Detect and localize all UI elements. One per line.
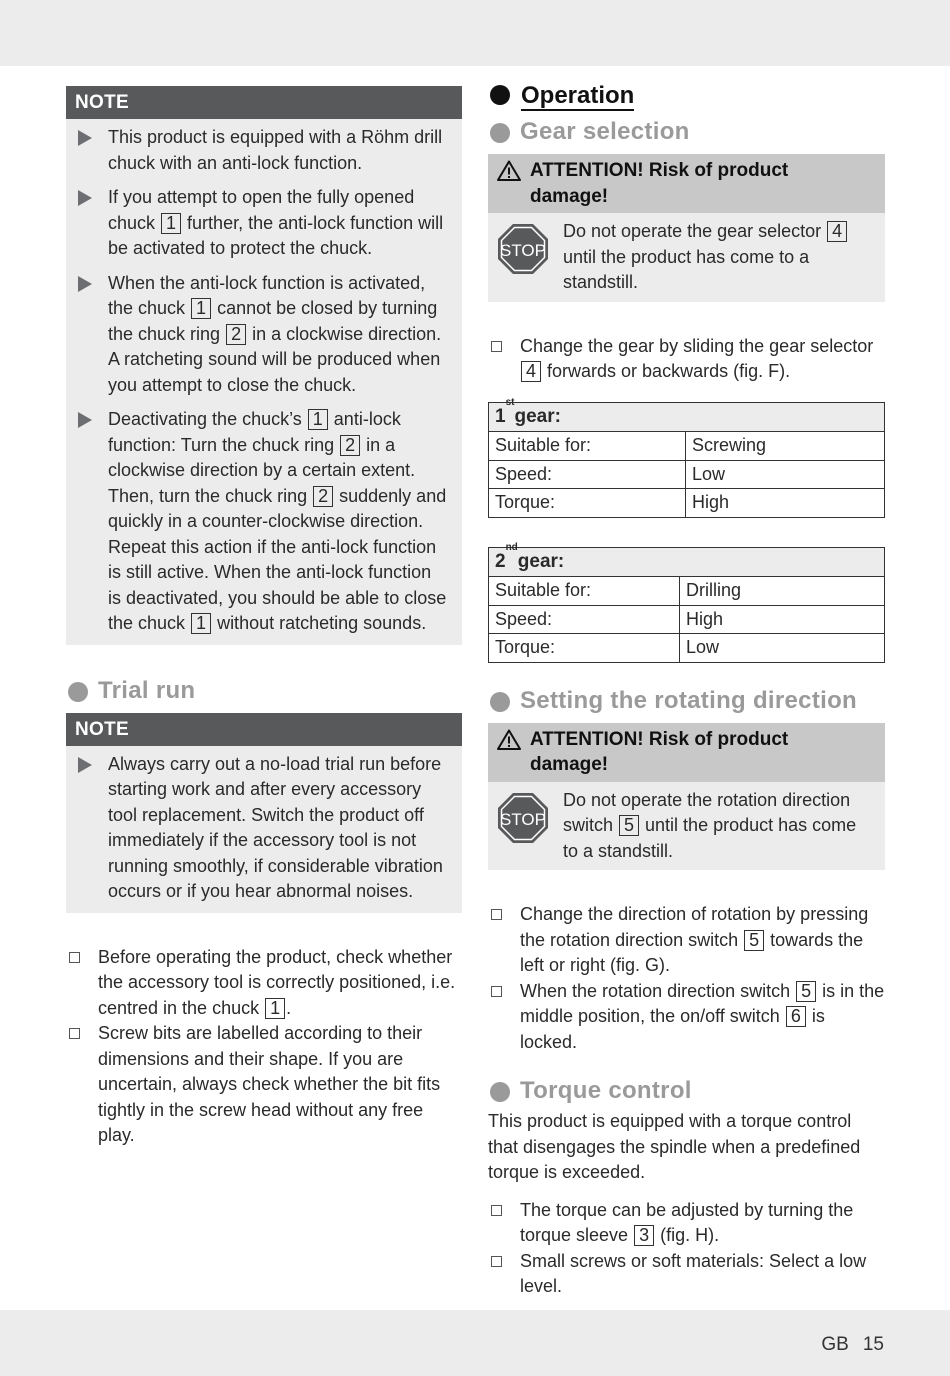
list-item bbox=[66, 1021, 462, 1149]
top-band bbox=[0, 0, 950, 66]
text-segment: without ratcheting sounds. bbox=[212, 613, 427, 633]
text-segment: in a clockwise direction by a certain extent. Then, turn the chuck ring bbox=[108, 434, 416, 506]
reference-number: 2 bbox=[313, 486, 333, 507]
warning-triangle-icon bbox=[497, 729, 521, 750]
reference-number: 4 bbox=[521, 361, 541, 382]
reference-number: 2 bbox=[340, 435, 360, 456]
text-segment: cannot be closed by turning the chuck ring bbox=[108, 298, 438, 344]
table-row: Speed: High bbox=[489, 605, 884, 634]
check-list bbox=[488, 334, 885, 385]
text-segment: Change the gear by sliding the gear selector bbox=[520, 335, 874, 356]
stop-sign-icon bbox=[497, 223, 549, 275]
check-list bbox=[66, 945, 462, 1149]
list-item bbox=[488, 979, 885, 1056]
text-segment: is in the middle position, the on/off switch bbox=[520, 980, 885, 1026]
text-segment: Always carry out a no-load trial run before starting work and after every accessory tool replacement. Switch the product off immediately if the accessory tool is not running smoothly, if considerable vibration occurs or if you hear abnormal noises. bbox=[108, 753, 443, 901]
page-number: 15 bbox=[862, 1334, 884, 1355]
torque-control-heading: Torque control bbox=[488, 1075, 885, 1107]
triangle-bullet-icon bbox=[78, 190, 92, 206]
table-row: Speed: Low bbox=[489, 460, 884, 489]
reference-number: 1 bbox=[161, 213, 181, 234]
reference-number: 1 bbox=[191, 613, 211, 634]
text-segment: When the anti-lock function is activated, the chuck bbox=[108, 272, 426, 318]
text-segment: until the product has come to a standstill. bbox=[563, 815, 857, 861]
text-segment: Change the direction of rotation by pressing the rotation direction switch bbox=[520, 904, 869, 950]
text-segment: until the product has come to a standstill. bbox=[563, 246, 810, 292]
note-item bbox=[76, 125, 448, 176]
note-item bbox=[76, 752, 448, 905]
operation-heading: Operation bbox=[488, 80, 885, 112]
circle-bullet-icon bbox=[490, 85, 510, 105]
checkbox-bullet-icon bbox=[491, 909, 502, 920]
text-segment: suddenly and quickly in a counter-clockwise direction. Repeat this action if the anti-lock function is still active. When the anti-lock function is deactivated, you should be able to close the chuck bbox=[108, 485, 447, 633]
list-item bbox=[488, 334, 885, 385]
note-heading: NOTE bbox=[66, 86, 462, 119]
reference-number: 5 bbox=[619, 815, 639, 836]
attention-box-rotation bbox=[488, 723, 885, 871]
svg-text:STOP: STOP bbox=[500, 241, 546, 260]
text-segment: Small screws or soft materials: Select a low level. bbox=[520, 1250, 867, 1296]
page-footer bbox=[821, 1332, 884, 1358]
attention-box-gear bbox=[488, 154, 885, 302]
table-header: 2 nd gear: bbox=[489, 548, 884, 577]
circle-bullet-icon bbox=[68, 682, 88, 702]
text-segment: (fig. H). bbox=[655, 1225, 720, 1245]
checkbox-bullet-icon bbox=[69, 1028, 80, 1039]
text-segment: forwards or backwards (fig. F). bbox=[542, 361, 791, 381]
reference-number: 1 bbox=[191, 298, 211, 319]
triangle-bullet-icon bbox=[78, 276, 92, 292]
checkbox-bullet-icon bbox=[491, 1256, 502, 1267]
reference-number: 2 bbox=[226, 324, 246, 345]
table-row: Torque: Low bbox=[489, 633, 884, 662]
text-segment: in a clockwise direction. A ratcheting sound will be produced when you attempt to close the chuck. bbox=[108, 323, 442, 395]
triangle-bullet-icon bbox=[78, 412, 92, 428]
right-column bbox=[488, 80, 885, 1300]
note-heading: NOTE bbox=[66, 713, 462, 746]
circle-bullet-icon bbox=[490, 692, 510, 712]
list-item bbox=[66, 945, 462, 1022]
text-segment: . bbox=[286, 997, 292, 1018]
gear-2-table bbox=[488, 541, 885, 663]
svg-text:STOP: STOP bbox=[500, 809, 546, 829]
reference-number: 4 bbox=[827, 221, 847, 242]
reference-number: 3 bbox=[634, 1225, 654, 1246]
note-item bbox=[76, 407, 448, 637]
list-item bbox=[488, 1249, 885, 1300]
check-list bbox=[488, 1198, 885, 1300]
gear-selection-heading: Gear selection bbox=[488, 116, 885, 148]
table-header: 1 st gear: bbox=[489, 403, 884, 432]
table-row: Suitable for: Drilling bbox=[489, 576, 884, 605]
list-item bbox=[488, 1198, 885, 1249]
text-segment: This product is equipped with a Röhm drill chuck with an anti-lock function. bbox=[108, 127, 443, 173]
text-segment: If you attempt to open the fully opened chuck bbox=[108, 187, 415, 233]
table-row: Torque: High bbox=[489, 488, 884, 517]
gear-1-table bbox=[488, 396, 885, 518]
torque-intro: This product is equipped with a torque control that disengages the spindle when a predefined torque is exceeded. bbox=[488, 1111, 861, 1182]
checkbox-bullet-icon bbox=[491, 1205, 502, 1216]
note-item bbox=[76, 271, 448, 399]
stop-sign-icon bbox=[497, 792, 549, 844]
table-row: Suitable for: Screwing bbox=[489, 431, 884, 460]
text-segment: Before operating the product, check whether the accessory tool is correctly positioned, i.e. centred in the chuck bbox=[98, 946, 456, 1018]
reference-number: 1 bbox=[265, 998, 285, 1019]
left-column bbox=[66, 86, 462, 1149]
checkbox-bullet-icon bbox=[491, 986, 502, 997]
checkbox-bullet-icon bbox=[491, 341, 502, 352]
circle-bullet-icon bbox=[490, 123, 510, 143]
reference-number: 5 bbox=[796, 981, 816, 1002]
text-segment: is locked. bbox=[520, 1006, 825, 1052]
reference-number: 1 bbox=[308, 409, 328, 430]
text-segment: anti-lock function: Turn the chuck ring bbox=[108, 409, 401, 455]
bottom-band bbox=[0, 1310, 950, 1376]
trial-run-heading: Trial run bbox=[66, 675, 462, 707]
text-segment: Deactivating the chuck’s bbox=[108, 409, 307, 429]
triangle-bullet-icon bbox=[78, 757, 92, 773]
text-segment: Screw bits are labelled according to their dimensions and their shape. If you are uncertain, always check whether the bit fits tightly in the screw head without any free play. bbox=[98, 1023, 441, 1145]
reference-number: 5 bbox=[744, 930, 764, 951]
check-list bbox=[488, 902, 885, 1055]
warning-triangle-icon bbox=[497, 160, 521, 181]
text-segment: towards the left or right (fig. G). bbox=[520, 929, 864, 975]
text-segment: Do not operate the rotation direction switch bbox=[563, 789, 851, 835]
text-segment: further, the anti-lock function will be activated to protect the chuck. bbox=[108, 212, 444, 258]
note-box-trial-run bbox=[66, 713, 462, 913]
attention-heading: ATTENTION! Risk of product damage! bbox=[488, 154, 885, 213]
text-segment: When the rotation direction switch bbox=[520, 980, 796, 1001]
text-segment: Do not operate the gear selector bbox=[563, 221, 827, 241]
circle-bullet-icon bbox=[490, 1082, 510, 1102]
rotation-direction-heading: Setting the rotating direction bbox=[488, 685, 885, 717]
checkbox-bullet-icon bbox=[69, 952, 80, 963]
list-item bbox=[488, 902, 885, 979]
text-segment: The torque can be adjusted by turning the torque sleeve bbox=[520, 1199, 854, 1245]
note-box-anti-lock bbox=[66, 86, 462, 645]
attention-heading: ATTENTION! Risk of product damage! bbox=[488, 723, 885, 782]
triangle-bullet-icon bbox=[78, 130, 92, 146]
reference-number: 6 bbox=[786, 1006, 806, 1027]
language-code: GB bbox=[821, 1334, 849, 1355]
note-item bbox=[76, 185, 448, 262]
